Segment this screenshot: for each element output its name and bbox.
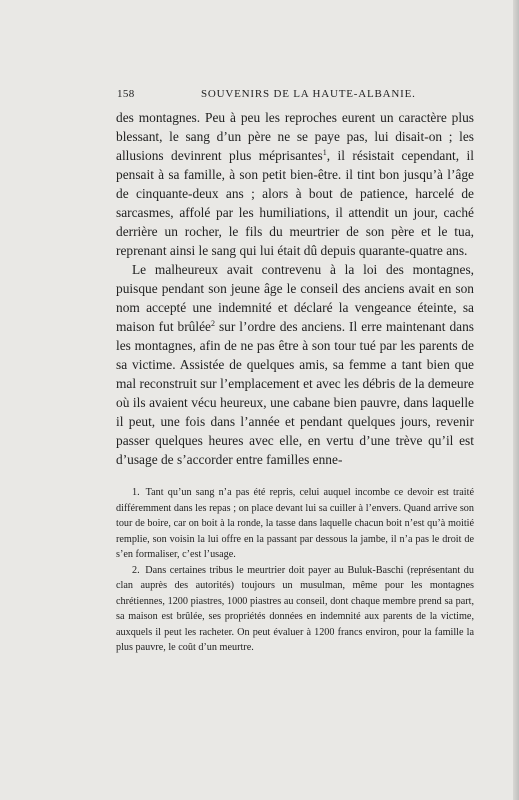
footnote-number: 1. xyxy=(132,487,140,498)
footnote xyxy=(116,485,474,563)
footnote xyxy=(116,563,474,656)
running-title: SOUVENIRS DE LA HAUTE-ALBANIE. xyxy=(201,88,416,100)
paragraph xyxy=(116,108,474,260)
footnote-number: 2. xyxy=(132,564,140,576)
paragraph-text: , il résistait cependant, il pensait à sa famille, à son petit bien-être. il tint bon jusqu’à l’âge de cinquante-deux ans ; alors à bout de patience, harcelé de sarcasmes, affolé par les humiliations, il attendit un jour, caché derrière un rocher, le fils du meurtrier de son père et le tua, reprenant ainsi le sang qui lui était dû depuis quarante-quatre ans. xyxy=(116,148,474,258)
paragraph xyxy=(116,260,474,469)
footnote-text: Dans certaines tribus le meurtrier doit payer au Buluk-Baschi (représentant du clan auprès des autorités) toujours un musulman, même pour les montagnes chrétiennes, 1200 piastres, 1000 piastres au conseil, dont chaque membre prend sa part, sa maison est brûlée, ses propriétés données en indemnité aux parents de la victime, auxquels il peut les racheter. On peut évaluer à 1200 francs environ, pour la famille la plus pauvre, le coût d’un meurtre. xyxy=(116,564,474,653)
footnotes xyxy=(116,485,474,656)
page-number: 158 xyxy=(117,88,135,100)
main-text xyxy=(116,108,474,469)
footnote-text: Tant qu’un sang n’a pas été repris, celui auquel incombe ce devoir est traité différemment dans les repas ; on place devant lui sa cuiller à l’envers. Quand arrive son tour de boire, car on boit à la ronde, la tasse dans laquelle chacun boit n’est qu’à moitié remplie, son voisin la lui offre en la passant par dessous la jambe, il n’a pas le droit de s’en formaliser, c’est l’usage. xyxy=(116,487,474,560)
paragraph-text: Le malheureux avait contrevenu à la loi des montagnes, puisque pendant son jeune âge le conseil des anciens avait en son nom accepté une indemnité et déclaré la vengeance éteinte, sa maison fut brûlée xyxy=(116,262,474,334)
paragraph-text: sur l’ordre des anciens. Il erre maintenant dans les montagnes, afin de ne pas être à son tour tué par les parents de sa victime. Assistée de quelques amis, sa femme a tant bien que mal reconstruit sur l’emplacement et avec les débris de la demeure où ils avaient vécu heureux, une cabane bien pauvre, dans laquelle il peut, une fois dans l’année et pendant quelques jours, revenir passer quelques heures avec elle, en vertu d’une trève qu’il est d’usage de s’accorder entre familles enne- xyxy=(116,319,474,467)
paragraph-text: des montagnes. Peu à peu les reproches eurent un caractère plus blessant, le sang d’un père ne se paye pas, lui disait-on ; les allusions devinrent plus méprisantes xyxy=(116,110,474,163)
footnote-marker: 1 xyxy=(322,148,327,157)
footnote-marker: 2 xyxy=(210,319,215,328)
